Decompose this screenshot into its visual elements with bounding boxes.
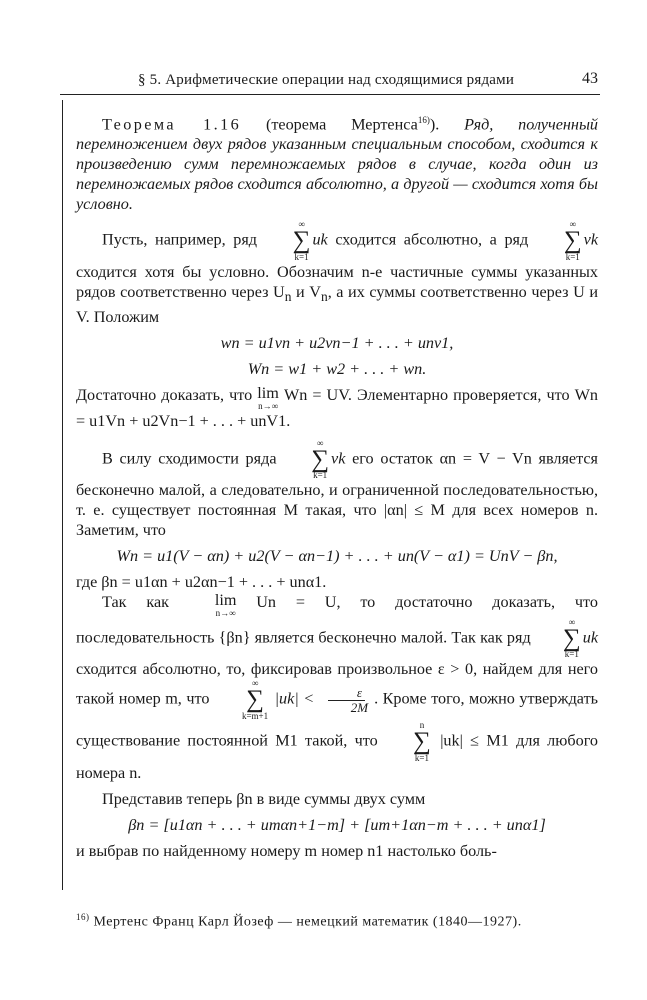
theorem-statement: Ряд, полученный перемножением двух рядов указанным специальным способом, сходится к произведению сумм перемножаемых рядов в случае, когда один из перемножаемых рядов сходится абсолютно, а другой — сходится хотя бы условно. — [76, 115, 599, 214]
equation-4: βn = [u1αn + . . . + umαn+1−m] + [um+1αn−m + . . . + unα1] — [128, 815, 546, 834]
paragraph-7: и выбрав по найденному номеру m номер n1 настолько боль- — [76, 841, 497, 860]
lim-word: lim — [214, 591, 237, 610]
equation-3: Wn = u1(V − αn) + u2(V − αn−1) + . . . + un(V − α1) = UnV − βn, — [116, 547, 558, 566]
sum-lower-limit: k=1 — [313, 470, 328, 481]
fraction-numerator: ε — [328, 686, 365, 701]
sum-upper-limit: ∞ — [316, 437, 324, 448]
sum-lower-limit: k=m+1 — [241, 711, 269, 722]
sigma-icon: ∑ — [413, 728, 431, 756]
lim-subscript: n→∞ — [215, 607, 236, 618]
margin-rule — [62, 100, 63, 890]
fraction-denominator: 2M — [350, 699, 369, 715]
sum-lower-limit: k=1 — [294, 252, 309, 263]
p2-text-a: Достаточно доказать, что — [76, 386, 253, 405]
p3-text-a: В силу сходимости ряда — [102, 449, 277, 468]
lim-subscript: n→∞ — [258, 400, 279, 411]
p5-text-d: |uk| < — [274, 689, 315, 708]
limit-operator — [189, 592, 237, 617]
paragraph-2 — [76, 385, 598, 430]
p1-text-c: сходится хотя бы условно. Обозначим n-е частичные суммы указанных рядов соответственно через U — [76, 263, 598, 302]
theorem-name: (теорема Мертенса — [265, 115, 418, 134]
theorem-label: Теорема 1.16 — [102, 115, 242, 134]
paragraph-3 — [76, 439, 598, 541]
sum-lower-limit: k=1 — [414, 752, 429, 763]
sum-tail-formula — [216, 679, 268, 721]
sum-lower-limit: k=1 — [565, 252, 580, 263]
page-header — [60, 68, 600, 95]
footnote — [76, 912, 598, 931]
sigma-icon: ∑ — [311, 445, 330, 473]
sum-uk-formula — [267, 220, 311, 262]
equation-2: Wn = w1 + w2 + . . . + wn. — [247, 360, 427, 379]
p5-text-a: Так как — [102, 593, 170, 612]
fraction-eps-2m — [322, 686, 371, 714]
sum-upper-limit: ∞ — [569, 219, 576, 230]
footnote-text: Мертенс Франц Карл Йозеф — немецкий математик (1840—1927). — [93, 914, 522, 930]
p5-text-b: Un = U, то достаточно доказать, что последовательность {βn} является бесконечно малой. Так как ряд — [76, 593, 598, 647]
p1-text-d: и V — [296, 283, 321, 302]
sum-upper-limit: ∞ — [568, 616, 576, 627]
p5-text-c: сходится абсолютно, то, фиксировав произвольное ε > 0, найдем для него такой номер m, что — [76, 660, 598, 708]
p1-text-a: Пусть, например, ряд — [102, 230, 258, 249]
p1-text-b: сходится абсолютно, а ряд — [335, 230, 529, 249]
p1-text-e: , а их суммы соответственно через U и V. Положим — [76, 283, 598, 327]
paragraph-6: Представив теперь βn в виде суммы двух сумм — [102, 789, 426, 808]
sigma-icon: ∑ — [563, 227, 582, 255]
sigma-icon: ∑ — [292, 227, 311, 255]
sum-uk-formula — [537, 618, 581, 660]
paragraph-5 — [76, 592, 598, 782]
page-number: 43 — [582, 70, 598, 87]
equation-1: wn = u1vn + u2vn−1 + . . . + unv1, — [220, 334, 454, 353]
sum-term: uk — [582, 628, 598, 647]
p5-text-f: |uk| ≤ M1 для любого номера n. — [76, 731, 599, 782]
p2-text-b: Wn = UV. Элементарно проверяется, что Wn = u1Vn + u2Vn−1 + . . . + unV1. — [76, 386, 599, 430]
sum-vk-formula — [538, 220, 582, 262]
sigma-icon: ∑ — [562, 624, 581, 652]
sum-n-formula — [387, 721, 431, 763]
p5-text-e: . Кроме того, можно утверждать существование постоянной M1 такой, что — [76, 689, 599, 750]
sum-term: vk — [331, 449, 346, 468]
sum-term: uk — [312, 230, 328, 249]
footnote-ref[interactable]: 16) — [417, 115, 430, 125]
sum-vk-formula — [285, 439, 329, 481]
sum-upper-limit: n — [419, 720, 425, 731]
page-body — [76, 100, 598, 861]
footnote-mark: 16) — [76, 912, 90, 922]
sigma-icon: ∑ — [246, 686, 264, 714]
lim-word: lim — [257, 384, 279, 403]
theorem-paragraph — [76, 110, 598, 214]
limit-operator — [257, 385, 279, 410]
p3-text-b: его остаток αn = V − Vn является бесконечно малой, а следовательно, и ограниченной последовательностью, т. е. существует постоянная M такая, что |αn| ≤ M для всех номеров n. Заметим, что — [76, 449, 598, 540]
sum-term: vk — [583, 230, 599, 249]
paragraph-1: Пусть, например, ряд ∞ ∑ k=1 uk сходится абсолютно, а ряд ∞ ∑ k=1 vk сходится хотя бы условно. Обозначим n-е частичные суммы указанных рядов соответственно через $U_n$ и $V_n$, а их суммы соответственно через U и V. Положим — [76, 219, 599, 327]
sum-upper-limit: ∞ — [251, 678, 259, 689]
sum-lower-limit: k=1 — [564, 649, 579, 660]
sum-upper-limit: ∞ — [298, 219, 305, 230]
running-title: § 5. Арифметические операции над сходящимися рядами — [138, 72, 515, 88]
paragraph-4: где βn = u1αn + u2αn−1 + . . . + unα1. — [76, 573, 327, 592]
theorem-name-close: ). — [429, 115, 440, 134]
